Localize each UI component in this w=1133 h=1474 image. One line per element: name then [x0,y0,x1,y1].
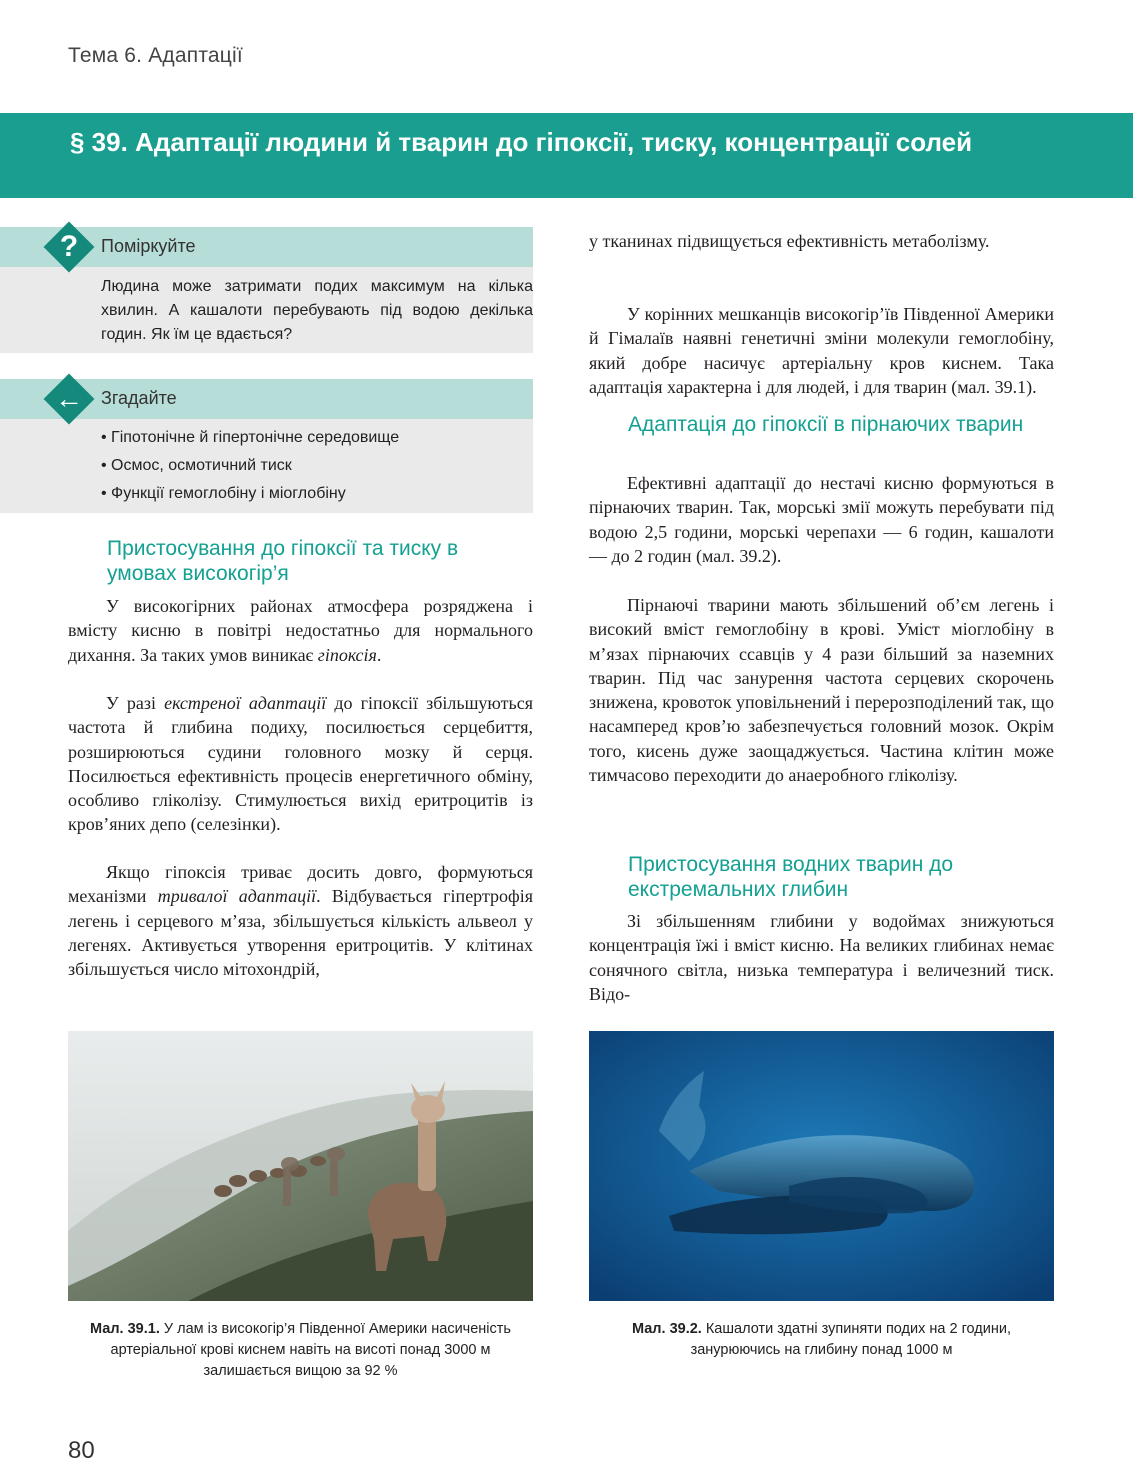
page-title: § 39. Адаптації людини й тварин до гіпоксії, тиску, концентрації солей [70,127,973,157]
question-icon: ? [59,230,79,263]
figure-caption-2: Мал. 39.2. Кашалоти здатні зупиняти подих на 2 години, занурюючись на глибину понад 1000 м [631,1321,1011,1358]
figure-caption-1: Мал. 39.1. У лам із високогір’я Південної Америки насиченість артеріальної крові киснем навіть на висоті понад 3000 м залишається вищою за 92 % [90,1321,511,1379]
paragraph-diving-animals: Ефективні адаптації до нестачі кисню формуються в пірнаючих тварин. Так, морські змії можуть перебувати під водою 2,5 години, морські черепахи — 6 годин, кашалоти — до 2 годин (мал. 39.2). [589,473,1054,566]
whale-photo [589,1031,1054,1301]
paragraph-diving-physiology: Пірнаючі тварини мають збільшений об’єм легень і високий вміст гемоглобіну в крові. Уміст міоглобіну в м’язах пірнаючих ссавців у 4 рази більший за наземних тварин. Під час занурення частота серцевих скорочень знижена, кровоток уповільнений і перерозподілений так, що насамперед кров’ю забезпечується головний мозок. Окрім того, кисень дуже заощаджується. Частина клітин може тимчасово переходити до анаеробного гліколізу. [589,595,1054,786]
think-box-label: Поміркуйте [101,236,196,256]
paragraph-metabolism: у тканинах підвищується ефективність метаболізму. [589,231,990,251]
section-heading-diving: Адаптація до гіпоксії в пірнаючих тварин [628,413,1024,436]
recall-box-label: Згадайте [101,388,177,408]
running-head: Тема 6. Адаптації [68,44,243,67]
paragraph-hypoxia-intro: У високогірних районах атмосфера розряджена і вмісту кисню в повітрі недостатньо для нормального дихання. За таких умов виникає гіпоксія. [68,596,533,665]
think-box-text: Людина може затримати подих максимум на кілька хвилин. А кашалоти перебувають під водою декілька годин. Як їм це вдається? [101,278,533,343]
title-band [0,113,1133,198]
llama-photo [68,1031,533,1301]
paragraph-highland-natives: У корінних мешканців високогір’їв Південної Америки й Гімалаїв наявні генетичні зміни молекули гемоглобіну, який добре насичує артеріальну кров киснем. Така адаптація характерна і для людей, і для тварин (мал. 39.1). [589,304,1054,397]
paragraph-depths: Зі збільшенням глибини у водоймах знижуються концентрація їжі і вміст кисню. На великих глибинах немає сонячного світла, низька температура і величезний тиск. Відо- [589,911,1054,1004]
list-item: • Гіпотонічне й гіпертонічне середовище [101,429,400,446]
section-heading-depths: Пристосування водних тварин до екстремальних глибин [628,853,954,901]
recall-list [101,424,399,508]
paragraph-emergency-adaptation: У разі екстреної адаптації до гіпоксії збільшуються частота й глибина подиху, посилюється серцебиття, розширюються судини головного мозку й серця. Посилюється ефективність процесів енергетичного обміну, особливо гліколізу. Стимулюється вихід еритроцитів із кров’яних депо (селезінки). [68,693,533,835]
page-number: 80 [68,1437,95,1464]
list-item: • Осмос, осмотичний тиск [101,457,292,474]
list-item: • Функції гемоглобіну і міоглобіну [101,485,346,502]
arrow-left-icon: ← [55,383,83,414]
section-heading-highland: Пристосування до гіпоксії та тиску в умовах високогір’я [107,537,459,585]
paragraph-long-adaptation: Якщо гіпоксія триває досить довго, формуються механізми тривалої адаптації. Відбувається гіпертрофія легень і серцевого м’яза, збільшується кількість альвеол у легенях. Активується утворення еритроцитів. У клітинах збільшується число мітохондрій, [68,862,533,980]
